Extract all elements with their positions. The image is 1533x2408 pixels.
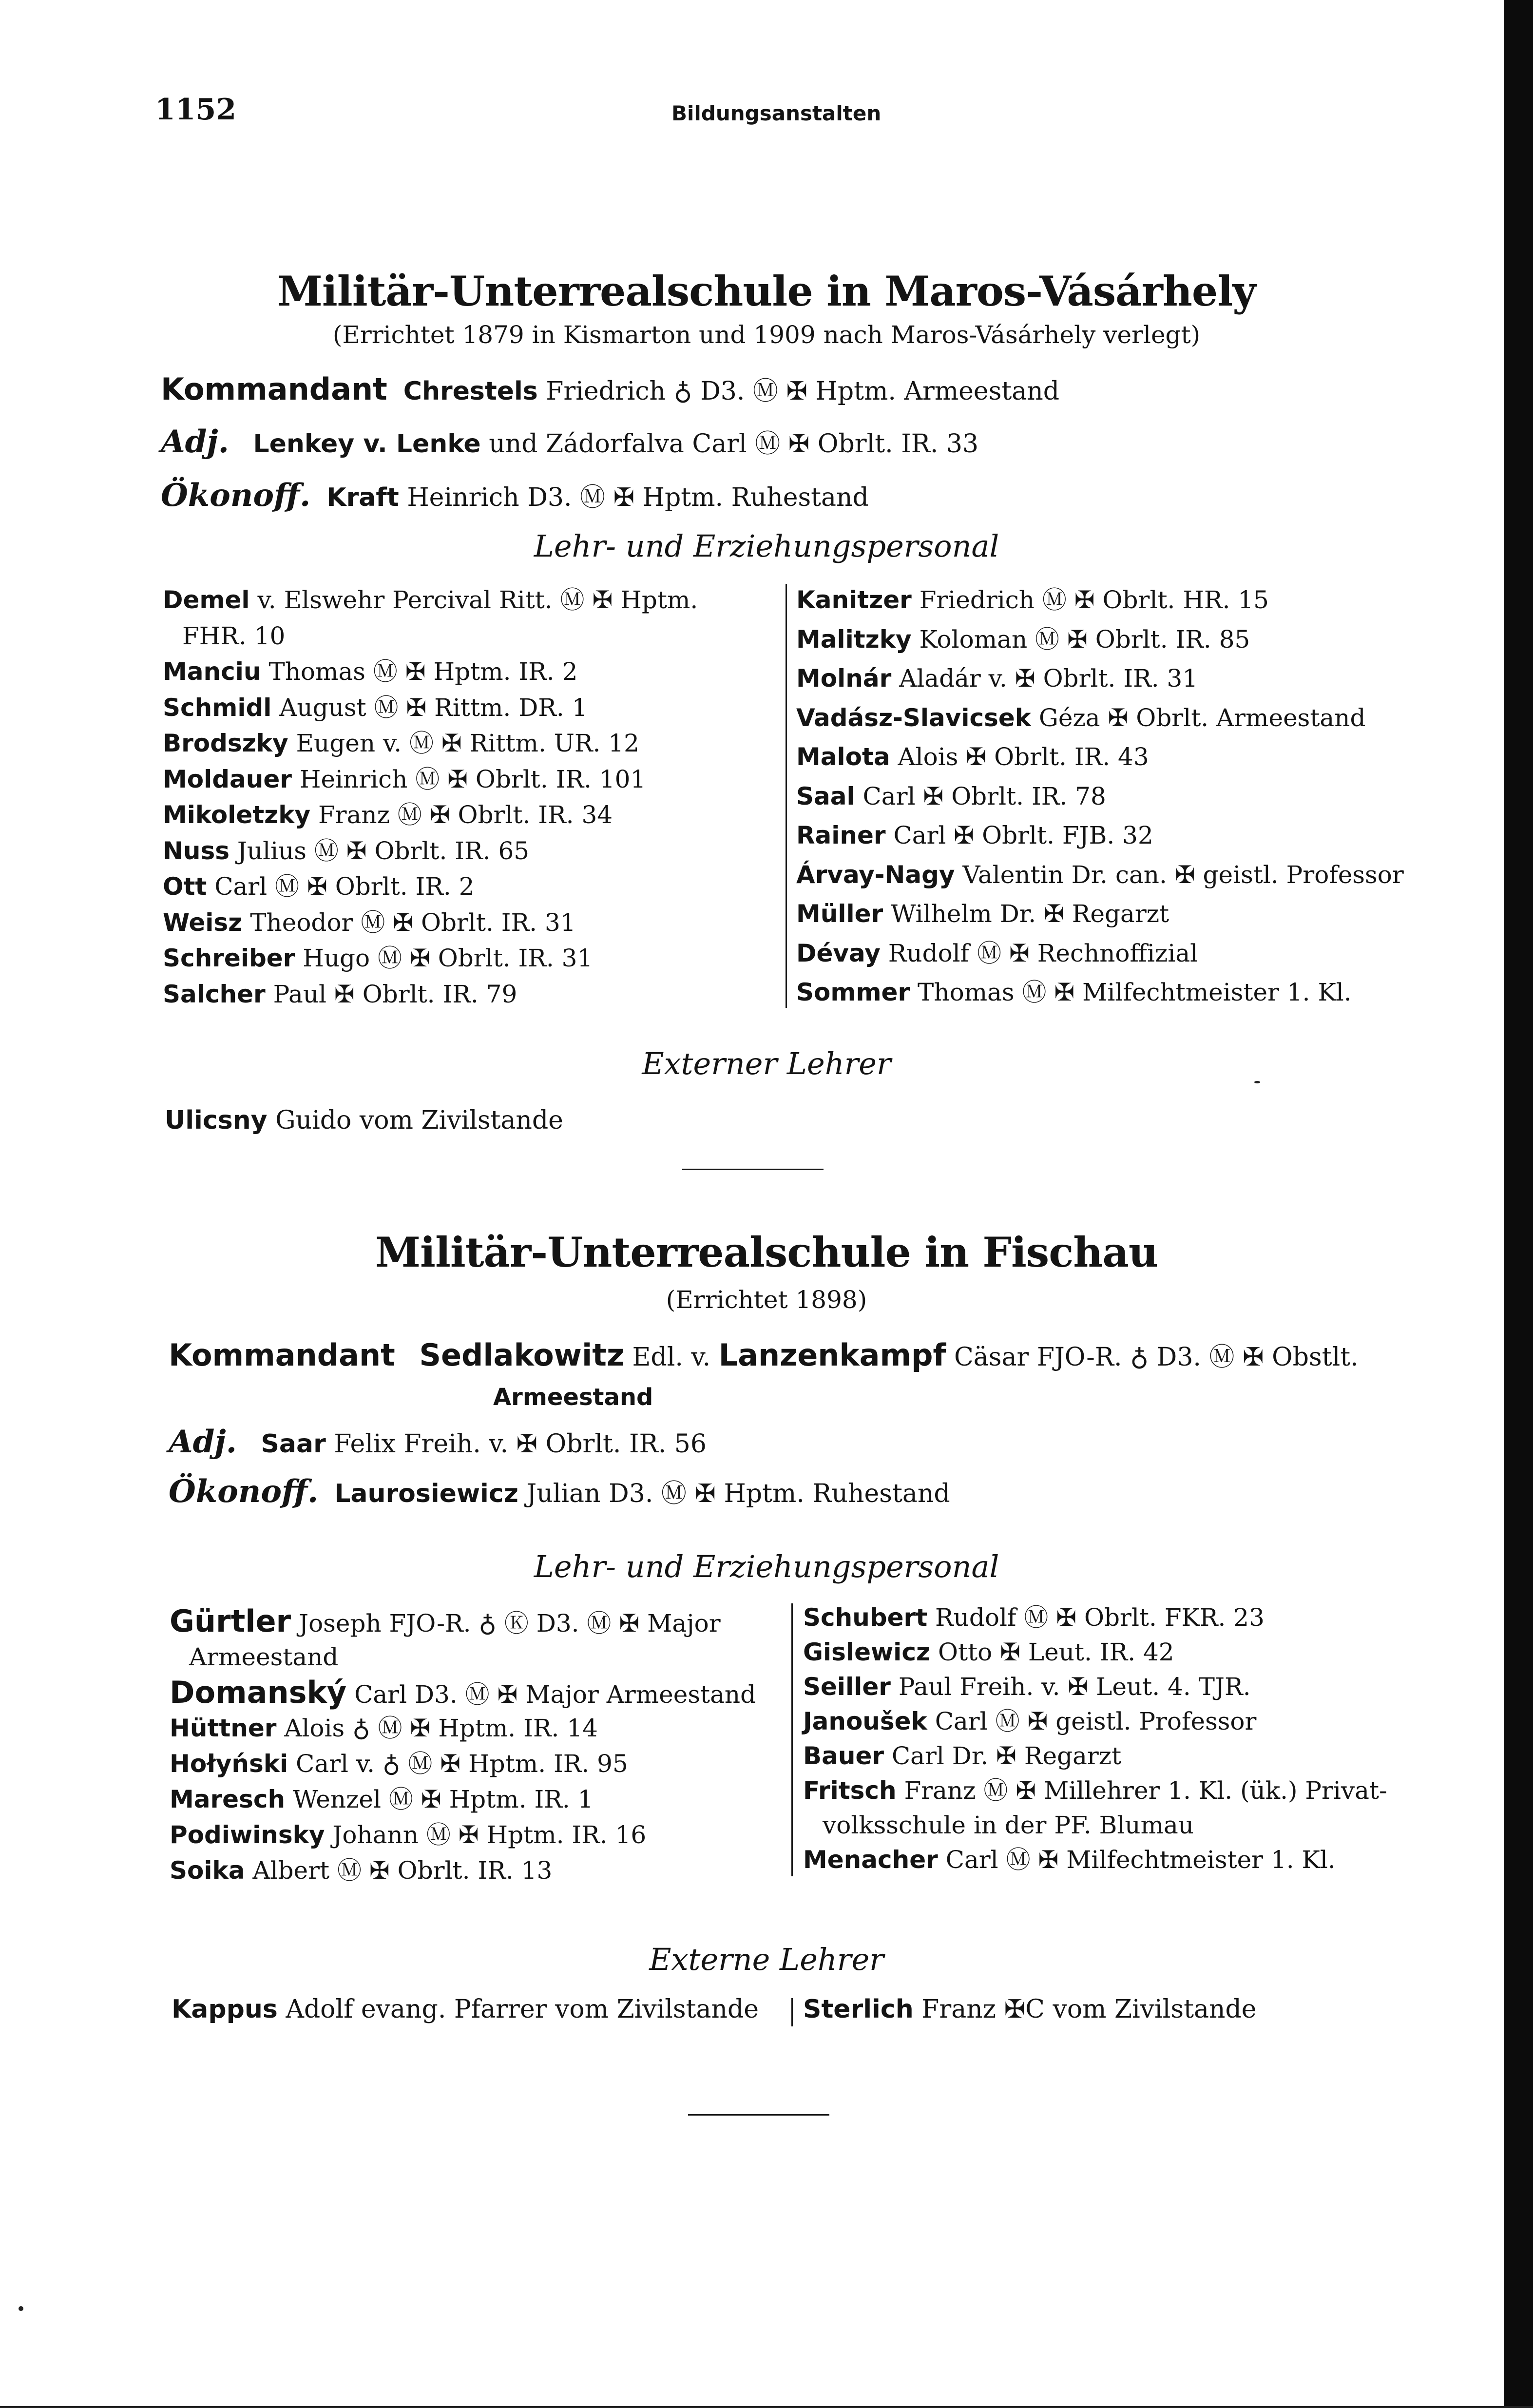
kommandant-name-2: Lanzenkampf [718, 1337, 946, 1373]
external-details: Franz ✠C vom Zivilstande [921, 1995, 1257, 2024]
staff-name: Kanitzer [796, 586, 912, 614]
staff-entry [170, 1675, 756, 1713]
staff-details: Albert Ⓜ ✠ Obrlt. IR. 13 [252, 1856, 553, 1885]
staff-details: Theodor Ⓜ ✠ Obrlt. IR. 31 [250, 908, 576, 937]
staff-name: Árvay-Nagy [796, 860, 955, 889]
adj-label: Adj. [161, 424, 229, 460]
staff-entry [163, 833, 529, 869]
adj-name: Saar [261, 1429, 326, 1459]
staff-details: Carl ✠ Obrlt. FJB. 32 [893, 821, 1153, 849]
school2-external-label: Externe Lehrer [649, 1942, 884, 1977]
staff-entry [163, 654, 577, 690]
kommandant-continuation: Armeestand [493, 1384, 653, 1411]
staff-entry [803, 1669, 1251, 1705]
staff-name: Saal [796, 782, 855, 810]
staff-name: Schreiber [163, 944, 295, 972]
oekonoff-details: Julian D3. Ⓜ ✠ Hptm. Ruhestand [526, 1479, 950, 1508]
staff-entry [803, 1634, 1174, 1670]
school2-oekonoff [169, 1474, 950, 1512]
school1-kommandant [161, 371, 1059, 409]
external-name: Kappus [172, 1995, 278, 2024]
staff-name: Domanský [170, 1675, 347, 1710]
staff-name: Hüttner [170, 1714, 277, 1742]
staff-details: August Ⓜ ✠ Rittm. DR. 1 [279, 693, 588, 722]
staff-entry [803, 1599, 1265, 1636]
staff-details: Thomas Ⓜ ✠ Milfechtmeister 1. Kl. [918, 978, 1352, 1006]
school2-kommandant [169, 1337, 1359, 1375]
staff-entry [823, 1807, 1194, 1843]
staff-entry [796, 857, 1404, 893]
school2-column-divider [791, 1603, 793, 1876]
staff-entry [803, 1842, 1336, 1878]
staff-entry [796, 817, 1153, 853]
staff-name: Brodszky [163, 729, 288, 757]
external-divider [791, 1998, 793, 2026]
staff-details: Eugen v. Ⓜ ✠ Rittm. UR. 12 [296, 729, 639, 757]
staff-entry [796, 700, 1365, 736]
staff-entry [803, 1772, 1387, 1809]
staff-entry [163, 797, 613, 833]
staff-entry [163, 868, 475, 905]
staff-details: Johann Ⓜ ✠ Hptm. IR. 16 [332, 1821, 647, 1849]
external-details: Guido vom Zivilstande [275, 1106, 563, 1135]
school1-external-teacher [165, 1102, 563, 1138]
scan-border-right [1504, 0, 1533, 2408]
staff-name: Gislewicz [803, 1638, 931, 1666]
staff-details: Carl D3. Ⓜ ✠ Major Armeestand [354, 1680, 756, 1709]
staff-entry [796, 660, 1198, 696]
school1-adj [161, 424, 978, 462]
staff-entry [170, 1710, 598, 1746]
staff-name: Rainer [796, 821, 886, 849]
end-rule [688, 2114, 829, 2116]
staff-details: Paul Freih. v. ✠ Leut. 4. TJR. [898, 1673, 1251, 1701]
adj-details: und Zádorfalva Carl Ⓜ ✠ Obrlt. IR. 33 [489, 429, 979, 459]
adj-details: Felix Freih. v. ✠ Obrlt. IR. 56 [334, 1429, 707, 1459]
staff-details: Franz Ⓜ ✠ Obrlt. IR. 34 [318, 801, 613, 829]
staff-details: Heinrich Ⓜ ✠ Obrlt. IR. 101 [299, 765, 646, 793]
external-details: Adolf evang. Pfarrer vom Zivilstande [286, 1995, 759, 2024]
staff-details: Carl Ⓜ ✠ Milfechtmeister 1. Kl. [945, 1846, 1336, 1874]
staff-entry [163, 725, 639, 761]
staff-details: Carl Ⓜ ✠ Obrlt. IR. 2 [214, 872, 475, 901]
external-name: Ulicsny [165, 1106, 268, 1135]
staff-name: Malota [796, 743, 890, 771]
adj-name: Lenkey v. Lenke [253, 429, 481, 459]
staff-name: Sommer [796, 978, 910, 1006]
staff-details: Rudolf Ⓜ ✠ Rechnoffizial [888, 939, 1198, 967]
staff-entry [803, 1703, 1256, 1739]
staff-details: Joseph FJO-R. ♁ Ⓚ D3. Ⓜ ✠ Major [299, 1609, 721, 1637]
staff-details: Alois ♁ Ⓜ ✠ Hptm. IR. 14 [284, 1714, 598, 1742]
staff-name: Schmidl [163, 693, 272, 722]
scan-speck [1254, 1081, 1260, 1083]
staff-name: Manciu [163, 657, 261, 686]
staff-details: Géza ✠ Obrlt. Armeestand [1038, 703, 1366, 732]
staff-details: Carl v. ♁ Ⓜ ✠ Hptm. IR. 95 [296, 1750, 628, 1778]
staff-name: Ott [163, 872, 207, 901]
staff-entry [796, 896, 1169, 932]
school2-adj [169, 1424, 707, 1462]
staff-name: Fritsch [803, 1776, 897, 1805]
staff-name: Seiller [803, 1673, 891, 1701]
staff-details: Koloman Ⓜ ✠ Obrlt. IR. 85 [919, 625, 1250, 654]
oekonoff-name: Laurosiewicz [334, 1479, 518, 1508]
staff-details: Franz Ⓜ ✠ Millehrer 1. Kl. (ük.) Privat- [904, 1776, 1387, 1805]
staff-entry [182, 618, 285, 654]
staff-name: Malitzky [796, 625, 912, 654]
school1-external-label: Externer Lehrer [642, 1046, 891, 1081]
staff-details: Carl Ⓜ ✠ geistl. Professor [935, 1707, 1257, 1735]
staff-entry [796, 935, 1198, 971]
staff-details: Carl ✠ Obrlt. IR. 78 [862, 782, 1106, 810]
staff-name: Demel [163, 586, 250, 614]
staff-entry [796, 778, 1106, 814]
kommandant-title: Edl. v. [632, 1343, 711, 1372]
staff-entry [170, 1817, 646, 1853]
staff-details: Aladár v. ✠ Obrlt. IR. 31 [899, 664, 1198, 693]
adj-label: Adj. [169, 1424, 237, 1460]
staff-details: Thomas Ⓜ ✠ Hptm. IR. 2 [268, 657, 578, 686]
scan-border-bottom [0, 2406, 1533, 2408]
staff-name: Weisz [163, 908, 243, 937]
staff-name: Schubert [803, 1603, 928, 1632]
school2-section-label: Lehr- und Erziehungspersonal [534, 1549, 999, 1584]
staff-name: Müller [796, 900, 883, 928]
staff-details: Rudolf Ⓜ ✠ Obrlt. FKR. 23 [935, 1603, 1265, 1632]
kommandant-name: Sedlakowitz [419, 1337, 624, 1373]
staff-name: Podiwinsky [170, 1821, 325, 1849]
staff-details: FHR. 10 [182, 621, 286, 650]
staff-name: Dévay [796, 939, 881, 967]
school1-section-label: Lehr- und Erziehungspersonal [534, 528, 999, 564]
staff-name: Vadász-Slavicsek [796, 703, 1032, 732]
school2-external-teacher-1 [172, 1991, 759, 2027]
staff-name: Molnár [796, 664, 892, 693]
staff-name: Gürtler [170, 1603, 291, 1639]
staff-entry [796, 974, 1352, 1010]
school1-title: Militär-Unterrealschule in Maros-Vásárhely [277, 267, 1256, 315]
staff-details: v. Elswehr Percival Ritt. Ⓜ ✠ Hptm. [257, 586, 698, 614]
school1-column-divider [786, 584, 787, 1008]
staff-entry [796, 739, 1149, 775]
staff-name: Moldauer [163, 765, 292, 793]
staff-name: Janoušek [803, 1707, 927, 1735]
staff-name: Soika [170, 1856, 245, 1885]
staff-details: Paul ✠ Obrlt. IR. 79 [273, 980, 517, 1008]
staff-details: Alois ✠ Obrlt. IR. 43 [898, 743, 1149, 771]
staff-entry [163, 940, 593, 976]
kommandant-name: Chrestels [403, 377, 538, 406]
staff-entry [170, 1852, 552, 1888]
staff-entry [796, 621, 1250, 657]
oekonoff-label: Ökonoff. [161, 477, 311, 514]
staff-name: Nuss [163, 836, 230, 865]
staff-name: Mikoletzky [163, 801, 311, 829]
staff-entry [189, 1639, 338, 1675]
staff-details: Wilhelm Dr. ✠ Regarzt [891, 900, 1169, 928]
oekonoff-label: Ökonoff. [169, 1473, 319, 1510]
staff-entry [796, 582, 1269, 618]
kommandant-details: Friedrich ♁ D3. Ⓜ ✠ Hptm. Armeestand [546, 377, 1060, 406]
staff-entry [803, 1738, 1121, 1774]
staff-entry [170, 1746, 628, 1782]
oekonoff-details: Heinrich D3. Ⓜ ✠ Hptm. Ruhestand [407, 483, 869, 512]
school2-subtitle: (Errichtet 1898) [666, 1286, 867, 1314]
staff-name: Maresch [170, 1785, 286, 1813]
staff-details: Julius Ⓜ ✠ Obrlt. IR. 65 [237, 836, 530, 865]
scan-speck [19, 2306, 23, 2311]
staff-details: Friedrich Ⓜ ✠ Obrlt. HR. 15 [919, 586, 1269, 614]
staff-entry [170, 1781, 593, 1817]
staff-entry [163, 976, 517, 1012]
school2-title: Militär-Unterrealschule in Fischau [375, 1228, 1158, 1276]
staff-name: Salcher [163, 980, 266, 1008]
staff-details: Wenzel Ⓜ ✠ Hptm. IR. 1 [292, 1785, 594, 1813]
school2-external-teacher-2 [803, 1991, 1257, 2027]
staff-details: Valentin Dr. can. ✠ geistl. Professor [962, 860, 1404, 889]
staff-name: Bauer [803, 1742, 884, 1770]
kommandant-label: Kommandant [169, 1337, 395, 1373]
staff-name: Hołyński [170, 1750, 288, 1778]
staff-name: Menacher [803, 1846, 938, 1874]
external-name: Sterlich [803, 1995, 914, 2024]
oekonoff-name: Kraft [326, 483, 399, 512]
staff-details: Hugo Ⓜ ✠ Obrlt. IR. 31 [303, 944, 593, 972]
staff-entry [163, 761, 646, 797]
kommandant-label: Kommandant [161, 371, 387, 407]
staff-entry [163, 582, 698, 618]
school1-oekonoff [161, 478, 869, 516]
staff-entry [163, 690, 588, 726]
staff-details: volksschule in der PF. Blumau [823, 1811, 1194, 1839]
staff-entry [163, 905, 576, 941]
staff-details: Armeestand [189, 1643, 339, 1671]
running-title: Bildungsanstalten [671, 101, 881, 125]
staff-details: Carl Dr. ✠ Regarzt [891, 1742, 1122, 1770]
staff-details: Otto ✠ Leut. IR. 42 [938, 1638, 1174, 1666]
staff-entry [170, 1603, 721, 1641]
separator-rule [682, 1169, 824, 1170]
school1-subtitle: (Errichtet 1879 in Kismarton und 1909 nach Maros-Vásárhely verlegt) [332, 321, 1201, 349]
page-number: 1152 [155, 93, 236, 127]
kommandant-details: Cäsar FJO-R. ♁ D3. Ⓜ ✠ Obstlt. [954, 1343, 1359, 1372]
